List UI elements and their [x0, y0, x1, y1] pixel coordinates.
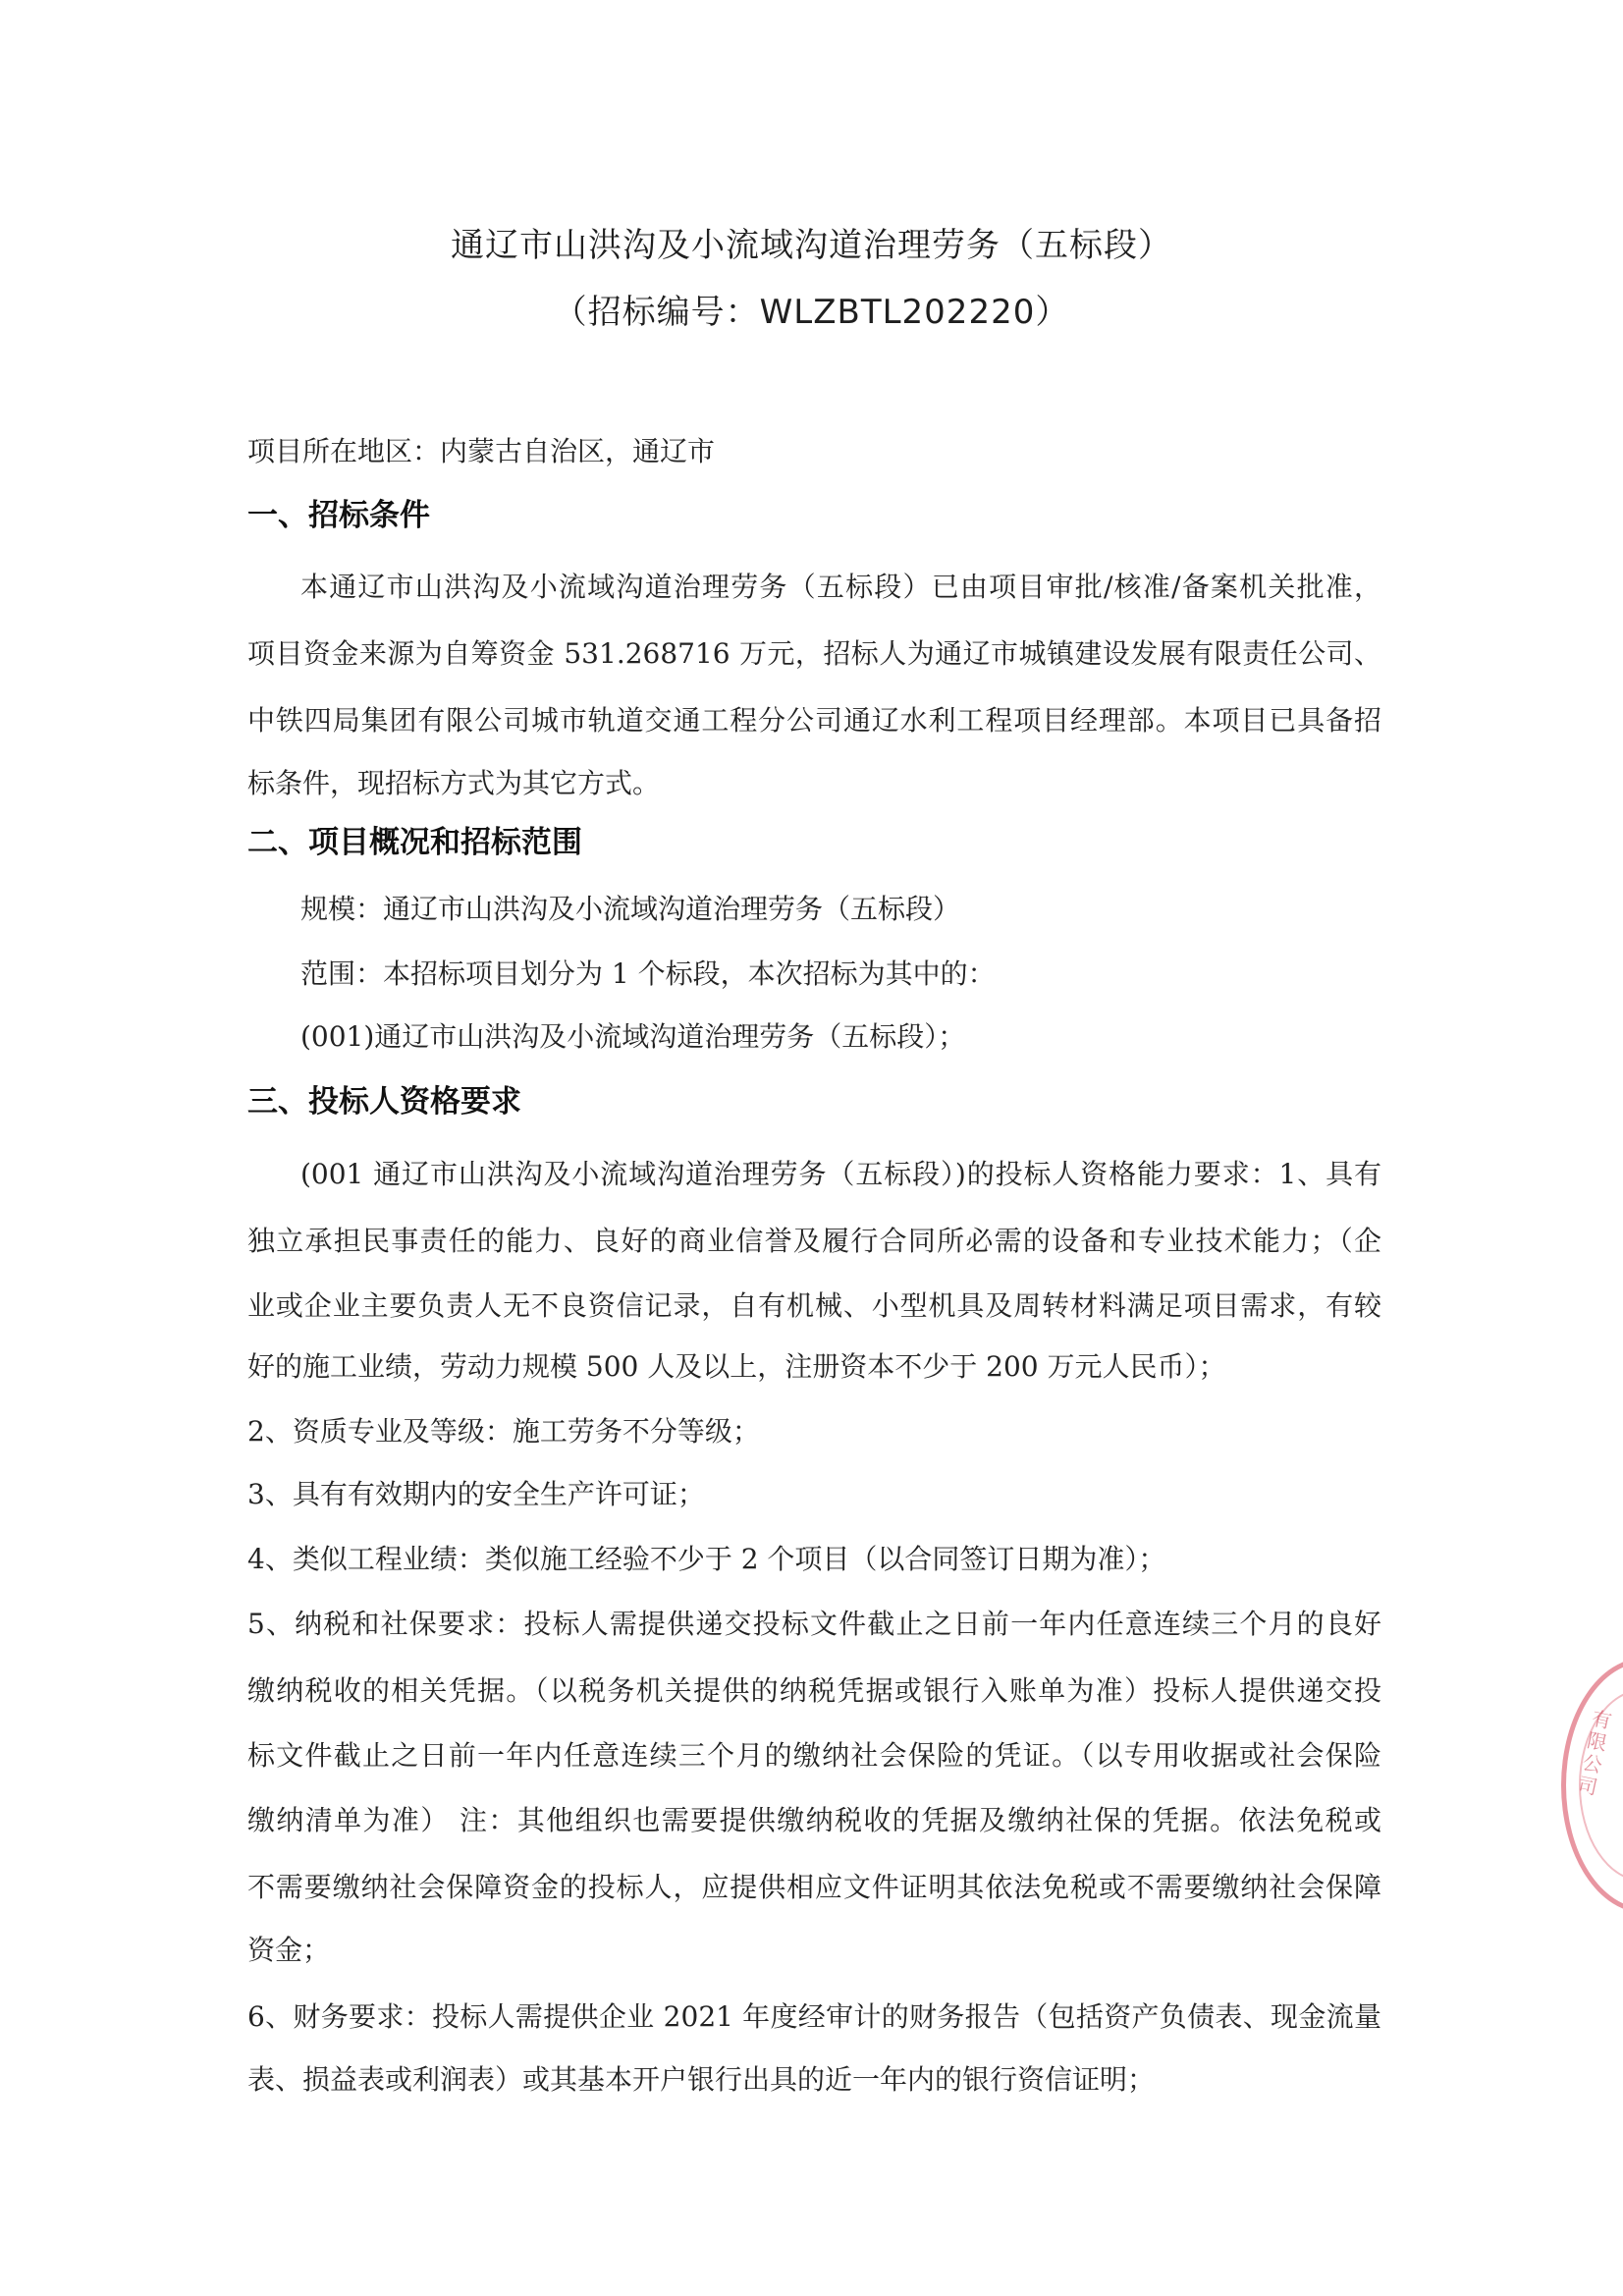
paragraph-line: 业或企业主要负责人无不良资信记录，自有机械、小型机具及周转材料满足项目需求，有较	[247, 1289, 1381, 1322]
scale-line: 规模：通辽市山洪沟及小流域沟道治理劳务（五标段）	[300, 893, 961, 925]
paragraph-line: 表、损益表或利润表）或其基本开户银行出具的近一年内的银行资信证明；	[247, 2063, 1156, 2096]
lot-line: (001)通辽市山洪沟及小流域沟道治理劳务（五标段）；	[300, 1020, 966, 1053]
document-title: 通辽市山洪沟及小流域沟道治理劳务（五标段）	[451, 226, 1172, 265]
paragraph-line: 缴纳税收的相关凭据。（以税务机关提供的纳税凭据或银行入账单为准）投标人提供递交投	[247, 1674, 1381, 1707]
paragraph-line: 本通辽市山洪沟及小流域沟道治理劳务（五标段）已由项目审批/核准/备案机关批准，	[300, 571, 1381, 603]
paragraph-line: 好的施工业绩，劳动力规模 500 人及以上，注册资本不少于 200 万元人民币）；	[247, 1350, 1226, 1383]
section-heading-bid-conditions: 一、招标条件	[247, 498, 430, 533]
paragraph-line: 中铁四局集团有限公司城市轨道交通工程分公司通辽水利工程项目经理部。本项目已具备招	[247, 704, 1381, 737]
requirement-item: 5、纳税和社保要求：投标人需提供递交投标文件截止之日前一年内任意连续三个月的良好	[247, 1608, 1381, 1640]
paragraph-line: 不需要缴纳社会保障资金的投标人，应提供相应文件证明其依法免税或不需要缴纳社会保障	[247, 1871, 1381, 1903]
paragraph-line: 标文件截止之日前一年内任意连续三个月的缴纳社会保险的凭证。（以专用收据或社会保险	[247, 1739, 1381, 1772]
paragraph-line: 独立承担民事责任的能力、良好的商业信誉及履行合同所必需的设备和专业技术能力；（企	[247, 1225, 1381, 1257]
company-seal-text: 有限公司	[1575, 1706, 1614, 1800]
paragraph-line: 缴纳清单为准） 注：其他组织也需要提供缴纳税收的凭据及缴纳社保的凭据。依法免税或	[247, 1804, 1381, 1836]
section-heading-project-overview: 二、项目概况和招标范围	[247, 825, 582, 860]
scope-line: 范围：本招标项目划分为 1 个标段，本次招标为其中的：	[300, 957, 996, 990]
requirement-item: 3、具有有效期内的安全生产许可证；	[247, 1478, 705, 1510]
project-region: 项目所在地区：内蒙古自治区，通辽市	[247, 435, 716, 467]
section-heading-bidder-qualifications: 三、投标人资格要求	[247, 1084, 521, 1120]
paragraph-line: 标条件，现招标方式为其它方式。	[247, 767, 661, 799]
requirement-item: 4、类似工程业绩：类似施工经验不少于 2 个项目（以合同签订日期为准）；	[247, 1543, 1166, 1575]
bid-number: （招标编号：WLZBTL202220）	[553, 293, 1070, 332]
paragraph-line: 资金；	[247, 1934, 331, 1966]
paragraph-line: (001 通辽市山洪沟及小流域沟道治理劳务（五标段）)的投标人资格能力要求：1、具有	[300, 1158, 1381, 1190]
requirement-item: 6、财务要求：投标人需提供企业 2021 年度经审计的财务报告（包括资产负债表、现金流量	[247, 2000, 1381, 2033]
paragraph-line: 项目资金来源为自筹资金 531.268716 万元，招标人为通辽市城镇建设发展有限责任公司、	[247, 637, 1381, 670]
requirement-item: 2、资质专业及等级：施工劳务不分等级；	[247, 1415, 760, 1448]
